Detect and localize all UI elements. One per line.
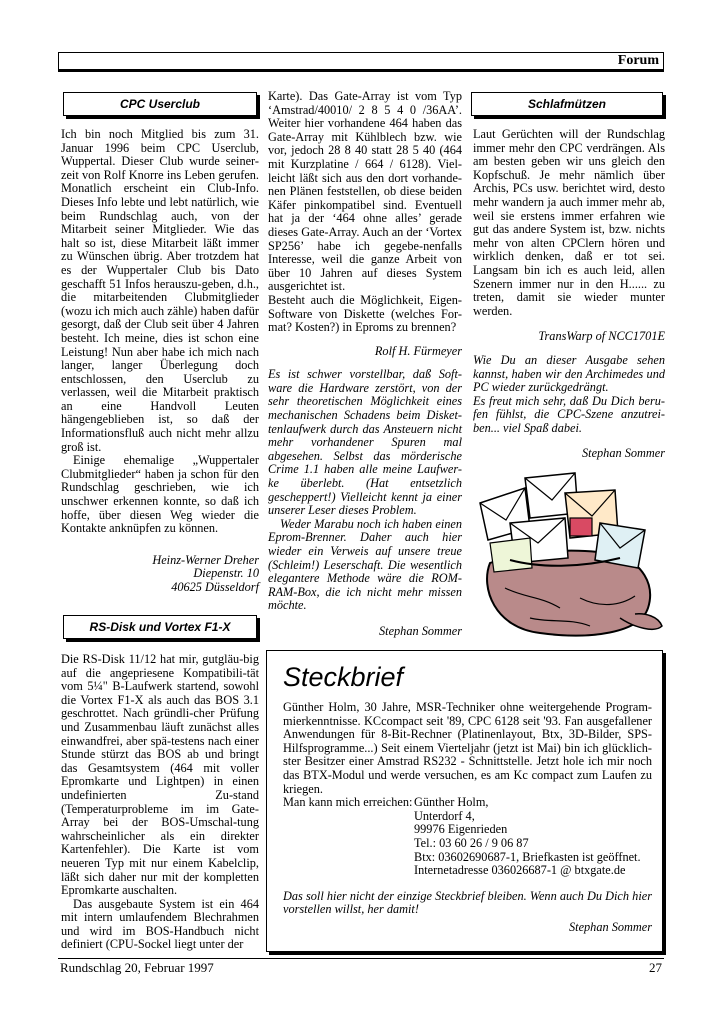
article-userclub-p1: Ich bin noch Mitglied bis zum 31. Januar 1996 beim CPC Userclub, Wuppertal. Dieser Club wurde seiner-zeit von Rolf Knorre ins Leben gerufen. Monatlich erscheint ein Club-Info. Dieses Info lebte und lebt natürlich, wie beim Rundschlag auch, von der Mitarbeit seiner Mitglieder. Wie das halt so ist, diese Mitarbeit läßt immer zu Wünschen übrig. Aber trotzdem hat es der Wuppertaler Club bis Dato geschafft 51 Infos herauszu-geben, d.h., die mitarbeitenden Clubmitglieder (wozu ich mich auch zähle) haben dafür gesorgt, daß der Club seit über 4 Jahren besteht. Ich meine, dies ist schon eine Leistung! Nun aber habe ich mich nach langer, langer Überlegung doch entschlossen, den Userclub zu verlassen, weil die Mitarbeit praktisch an eine Handvoll Leuten hängengeblieben ist, so daß der Informationsfluß auch nicht mehr allzu groß ist. [61,127,259,454]
contact-line: Unterdorf 4, [414,808,475,823]
mail-bag-illustration [470,468,665,643]
article-schlaf-p1: Laut Gerüchten will der Rundschlag immer mehr den CPC verdrängen. Als am besten geben wir uns gleich den Kopfschuß. Je mehr nämlich über Archis, PCs usw. berichtet wird, desto mehr wandern ja auch immer mehr ab, weil sie erstens immer erfahren wie gut das andere System ist, bzw. nichts mehr von alten CPClern hören und wirklich denken, daß er tot sei. Langsam bin ich es auch leid, allen Szenern immer nur in den H...... zu treten, damit sie wieder munter werden. [473,127,665,318]
column-2 [268,90,462,639]
contact-line: 99976 Eigenrieden [414,822,508,837]
contact-line: Internetadresse 036026687-1 @ btxgate.de [414,863,626,878]
steckbrief-title: Steckbrief [283,662,404,692]
footer-issue: Rundschlag 20, Februar 1997 [60,960,214,975]
steckbrief-box [266,650,663,952]
contact-lines [414,796,641,878]
signature-transwarp: TransWarp of NCC1701E [538,329,665,344]
contact-line: Günther Holm, [414,795,489,810]
heading-cpc-userclub: CPC Userclub [63,92,257,116]
heading-schlafmuetzen: Schlafmützen [471,92,663,116]
heading-rs-disk: RS-Disk und Vortex F1-X [63,615,257,639]
footer-rule [58,958,664,959]
footer-page-number: 27 [649,960,662,975]
editor-reply-schlaf-p2: Es freut mich sehr, daß Du Dich beru-fen fühlst, die CPC-Szene anzutrei-ben... viel Spaß dabei. [473,393,665,435]
editor-reply-p1: Es ist schwer vorstellbar, daß Soft-ware die Hardware zerstört, von der sehr theoretischen Möglichkeit eines mechanischen Schadens beim Disket-tenlaufwerk durch das Ansteuern nicht mehr vorhandener Spuren mal abgesehen. Selbst das mörderische Crime 1.1 haben alle meine Laufwer-ke überlebt. (Hat entsetzlich gescheppert!) Vielleicht kennt ja einer unserer Leser dieses Problem. [268,367,462,518]
column-1-top [61,128,259,595]
steckbrief-closing: Das soll hier nicht der einzige Steckbrief bleiben. Wenn auch Du Dich hier vorstellen willst, her damit! [283,888,652,917]
steckbrief-signature: Stephan Sommer [569,919,652,934]
signature-name: Heinz-Werner Dreher [152,552,259,567]
article-rsdisk-p3: Karte). Das Gate-Array ist vom Typ ‘Amstrad/40010/ 2 8 5 4 0 /36AA’. Weiter hier vorhandene 464 haben das Gate-Array mit Kühlblech bzw. wie vor, jedoch 28 8 40 statt 28 5 40 (464 mit Kurzplatine / 664 / 6128). Viel-leicht läßt sich aus den dort vorhande-nen Plänen feststellen, ob diese beiden Käfer pinkompatibel sind. Eventuell hat ja der ‘464 ohne alles’ gerade dieses Gate-Array. Auch an der ‘Vortex SP256’ habe ich gegebe-nenfalls Interesse, weil die ganze Arbeit von über 10 Jahren auf dieses System ausgerichtet ist. [268,89,462,294]
contact-label: Man kann mich erreichen: [283,795,413,810]
column-1-bottom [61,653,259,952]
article-rsdisk-p1: Die RS-Disk 11/12 hat mir, gutgläu-big auf die angepriesene Kompatibili-tät vom 5¼" B-Laufwerk startend, sowohl die Vortex F1-X als auch das BOS 3.1 geschrottet. Nach gründli-cher Prüfung und Zusammenbau läuft zunächst alles einwandfrei, aber spä-testens nach einer Stunde stürzt das BOS ab und bringt das Gesamtsystem (464 mit voller Epromkarte und Lightpen) in einen undefinierten Zu-stand (Temperaturprobleme im im Gate-Array bei der BOS-Umschal-tung wahrscheinlicher als ein direkter Kartenfehler). Die Karte ist vom neueren Typ mit nur einem Kabelclip, läßt sich daher nur mit der kompletten Epromkarte auschalten. [61,652,259,898]
signature-sommer-1: Stephan Sommer [379,623,462,638]
article-userclub-p2: Einige ehemalige „Wuppertaler Clubmitglieder“ haben ja schon für den Rundschlag geschrieben, wie ich unschwer erkennen konnte, so daß ich hoffe, über diesen Weg wieder die Kontakte anknüpfen zu können. [61,453,259,536]
signature-city: 40625 Düsseldorf [171,580,259,594]
signature-fuermeyer: Rolf H. Fürmeyer [374,343,462,358]
contact-line: Btx: 03602690687-1, Briefkasten ist geöffnet. [414,849,641,864]
contact-line: Tel.: 03 60 26 / 9 06 87 [414,835,529,850]
steckbrief-body: Günther Holm, 30 Jahre, MSR-Techniker ohne weitergehende Program-mierkenntnisse. KCcompact seit '89, CPC 6128 seit '93. Fan ausgefallener Anwendungen für 8-Bit-Rechner (Platinenlayout, Btx, 3D-Bilder, SPS-Hilfsprogramme...) Seit einem Vierteljahr (jetzt ist Mai) bin ich glücklich-ster Besitzer einer Amstrad RS232 - Schnittstelle. Jetzt hole ich mir noch das BTX-Modul und werde versuchen, es am Kc compact zum Laufen zu kriegen. [283,700,652,796]
article-rsdisk-p2: Das ausgebaute System ist ein 464 mit intern umlaufendem Blechrahmen und wird im BOS-Handbuch nicht definiert (CPU-Sockel liegt unter der [61,896,259,952]
signature-sommer-2: Stephan Sommer [582,446,665,461]
article-rsdisk-p4: Besteht auch die Möglichkeit, Eigen-Software von Diskette (welches For-mat? Kosten?) in Eproms zu brennen? [268,292,462,335]
editor-reply-schlaf-p1: Wie Du an dieser Ausgabe sehen kannst, haben wir den Archimedes und PC wieder zurückgedrängt. [473,352,665,395]
signature-street: Diepenstr. 10 [193,566,259,581]
column-3 [473,128,665,461]
section-title: Forum [617,53,659,68]
editor-reply-p2: Weder Marabu noch ich haben einen Eprom-Brenner. Daher auch hier wieder ein Verweis auf unsere treue (Schleim!) Leserschaft. Die wesentlich elegantere Methode wäre die ROM-RAM-Box, die ich nicht mehr missen möchte. [268,516,462,613]
header-bar [58,52,664,72]
